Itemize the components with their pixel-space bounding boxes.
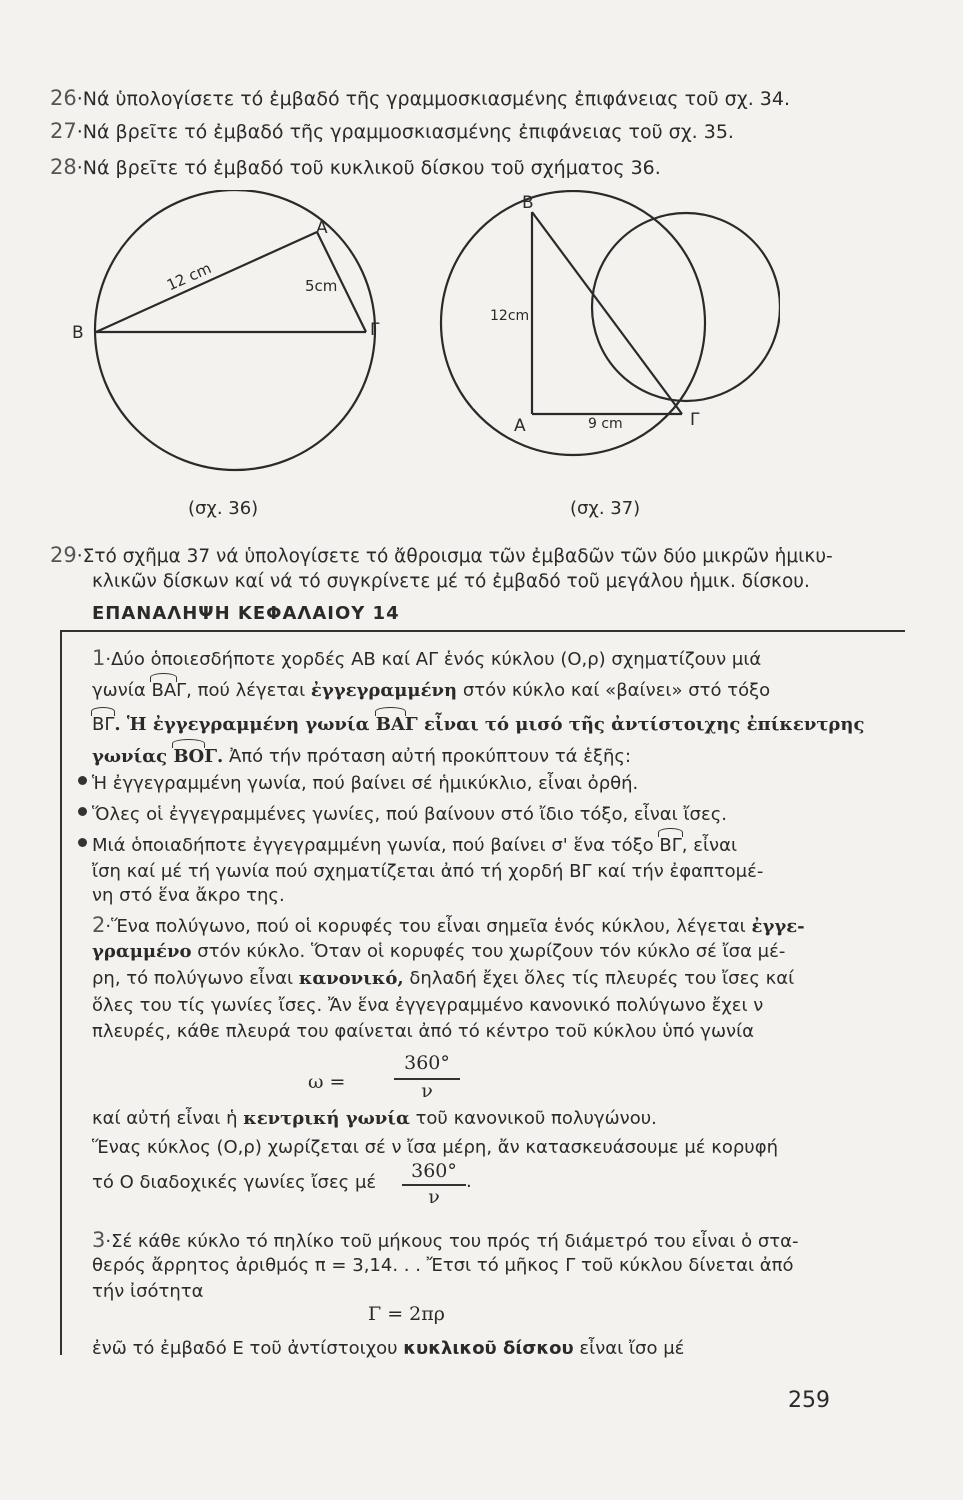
arc-bg: ΒΓ — [92, 714, 115, 735]
s2-line8: τό Ο διαδοχικές γωνίες ἴσες μέ — [92, 1172, 377, 1193]
exercise-29: 29·Στό σχῆμα 37 νά ὑπολογίσετε τό ἄθροισμα τῶν ἐμβαδῶν τῶν δύο μικρῶν ἡμικυ- — [50, 543, 833, 567]
s2-line6: καί αὐτή εἶναι ἡ κεντρική γωνία τοῦ κανονικοῦ πολυγώνου. — [92, 1108, 657, 1129]
arc-bog: ΒΟ — [173, 746, 205, 767]
fig36-caption: (σχ. 36) — [188, 498, 259, 519]
fig36-label-b: B — [72, 323, 84, 343]
formula-omega: ω = — [308, 1071, 346, 1093]
s2-line7: Ἕνας κύκλος (Ο,ρ) χωρίζεται σέ ν ἴσα μέρη, ἄν κατασκευάσουμε μέ κορυφή — [92, 1137, 779, 1158]
term-inscribed-polygon: γραμμένο — [92, 941, 192, 962]
s1-bullet-3-line3: νη στό ἕνα ἄκρο της. — [92, 885, 285, 906]
s1-bullet-1: Ἡ ἐγγεγραμμένη γωνία, πού βαίνει σέ ἡμικύκλιο, εἶναι ὀρθή. — [92, 773, 639, 794]
term-circular-disc: κυκλικοῦ δίσκου — [403, 1338, 574, 1359]
term-central-angle: κεντρική γωνία — [243, 1108, 410, 1129]
exercise-29-line1: Στό σχῆμα 37 νά ὑπολογίσετε τό ἄθροισμα τῶν ἐμβαδῶν τῶν δύο μικρῶν ἡμικυ- — [82, 546, 833, 567]
bullet-icon — [78, 776, 87, 785]
exercise-29-line2: κλικῶν δίσκων καί νά τό συγκρίνετε μέ τό ἐμβαδό τοῦ μεγάλου ἡμικ. δίσκου. — [92, 571, 810, 592]
formula-circumference: Γ = 2πρ — [368, 1303, 445, 1325]
fig37-label-g: Γ — [690, 410, 700, 430]
fig36-label-ag: 5cm — [305, 277, 338, 295]
arc-bag-bold: ΒΑ — [375, 714, 405, 735]
s2-line5: πλευρές, κάθε πλευρά του φαίνεται ἀπό τό κέντρο τοῦ κύκλου ὑπό γωνία — [92, 1021, 755, 1042]
formula-numerator-2: 360° — [411, 1160, 457, 1182]
fig37-label-a: A — [514, 416, 526, 436]
s1-line2: γωνία ΒΑΓ, πού λέγεται ἐγγεγραμμένη στόν κύκλο καί «βαίνει» στό τόξο — [92, 680, 771, 701]
chord-ab — [96, 232, 317, 332]
s1-line1: Δύο ὁποιεσδήποτε χορδές ΑΒ καί ΑΓ ἑνός κύκλου (Ο,ρ) σχηματίζουν μιά — [111, 649, 762, 670]
s1-bullet-2: Ὅλες οἱ ἐγγεγραμμένες γωνίες, πού βαίνουν στό ἴδιο τόξο, εἶναι ἴσες. — [92, 804, 727, 825]
formula-period: . — [466, 1171, 472, 1192]
formula-denominator: ν — [421, 1080, 433, 1102]
figure-37 — [420, 190, 780, 520]
fig36-label-a: A — [316, 218, 328, 238]
section-number: 3 — [92, 1228, 106, 1252]
arc-bag: ΒΑ — [151, 680, 177, 701]
s3-line4: ἐνῶ τό ἐμβαδό Ε τοῦ ἀντίστοιχου κυκλικοῦ δίσκου εἶναι ἴσο μέ — [92, 1338, 685, 1359]
exercise-text: Νά ὑπολογίσετε τό ἐμβαδό τῆς γραμμοσκιασμένης ἐπιφάνειας τοῦ σχ. 34. — [82, 88, 790, 110]
s3-line3: τήν ἰσότητα — [92, 1281, 204, 1302]
s2-line4: ὅλες του τίς γωνίες ἴσες. Ἄν ἕνα ἐγγεγραμμένο κανονικό πολύγωνο ἔχει ν — [92, 995, 764, 1016]
large-semicircle-37 — [441, 191, 705, 455]
fig37-label-ag: 9 cm — [588, 416, 623, 432]
fig37-caption: (σχ. 37) — [570, 498, 641, 519]
s1-bullet-3: Μιά ὁποιαδήποτε ἐγγεγραμμένη γωνία, πού βαίνει σ' ἕνα τόξο ΒΓ, εἶναι — [92, 835, 738, 856]
exercise-27: 27·Νά βρεῖτε τό ἐμβαδό τῆς γραμμοσκιασμένης ἐπιφάνειας τοῦ σχ. 35. — [50, 119, 734, 143]
term-regular: κανονικό, — [298, 968, 404, 989]
circle-37-right — [592, 213, 780, 401]
s1-line3: ΒΓ. Ἡ ἐγγεγραμμένη γωνία ΒΑΓ εἶναι τό μισό τῆς ἀντίστοιχης ἐπίκεντρης — [92, 714, 865, 735]
review-section-1: 1·Δύο ὁποιεσδήποτε χορδές ΑΒ καί ΑΓ ἑνός κύκλου (Ο,ρ) σχηματίζουν μιά — [92, 646, 762, 670]
fig37-label-b: B — [522, 193, 534, 213]
circle-36 — [95, 190, 375, 470]
s1-line4: γωνίας ΒΟΓ. Ἀπό τήν πρόταση αὐτή προκύπτουν τά ἑξῆς: — [92, 746, 632, 767]
box-top-border — [60, 630, 905, 632]
review-section-3: 3·Σέ κάθε κύκλο τό πηλίκο τοῦ μήκους του πρός τή διάμετρό του εἶναι ὁ στα- — [92, 1228, 799, 1252]
review-heading: ΕΠΑΝΑΛΗΨΗ ΚΕΦΑΛΑΙΟΥ 14 — [92, 603, 400, 624]
exercise-26: 26·Νά ὑπολογίσετε τό ἐμβαδό τῆς γραμμοσκιασμένης ἐπιφάνειας τοῦ σχ. 34. — [50, 86, 790, 110]
s2-line3: ρη, τό πολύγωνο εἶναι κανονικό, δηλαδή ἔχει ὅλες τίς πλευρές του ἴσες καί — [92, 968, 795, 989]
section-number: 2 — [92, 913, 106, 937]
bullet-icon — [78, 807, 87, 816]
exercise-number: 27 — [50, 119, 77, 143]
review-section-2: 2·Ἕνα πολύγωνο, πού οἱ κορυφές του εἶναι σημεῖα ἑνός κύκλου, λέγεται ἐγγε- — [92, 913, 805, 937]
figure-36 — [60, 190, 400, 500]
segment-bg — [532, 212, 682, 414]
fig36-label-ab: 12 cm — [164, 258, 215, 295]
exercise-28: 28·Νά βρεῖτε τό ἐμβαδό τοῦ κυκλικοῦ δίσκου τοῦ σχήματος 36. — [50, 155, 661, 179]
exercise-number: 28 — [50, 155, 77, 179]
formula-denominator-2: ν — [428, 1186, 440, 1208]
s2-line2: γραμμένο στόν κύκλο. Ὅταν οἱ κορυφές του χωρίζουν τόν κύκλο σέ ἴσα μέ- — [92, 941, 786, 962]
exercise-number: 26 — [50, 86, 77, 110]
exercise-text: Νά βρεῖτε τό ἐμβαδό τῆς γραμμοσκιασμένης ἐπιφάνειας τοῦ σχ. 35. — [82, 121, 734, 143]
formula-numerator: 360° — [404, 1052, 450, 1074]
fig37-label-ab: 12cm — [490, 308, 530, 324]
exercise-number: 29 — [50, 543, 77, 567]
s3-line2: θερός ἄρρητος ἀριθμός π = 3,14. . . Ἔτσι τό μῆκος Γ τοῦ κύκλου δίνεται ἀπό — [92, 1255, 794, 1276]
s1-bullet-3-line2: ἴση καί μέ τή γωνία πού σχηματίζεται ἀπό τή χορδή ΒΓ καί τήν ἐφαπτομέ- — [92, 861, 764, 882]
exercise-text: Νά βρεῖτε τό ἐμβαδό τοῦ κυκλικοῦ δίσκου τοῦ σχήματος 36. — [82, 157, 661, 179]
term-inscribed: ἐγγεγραμμένη — [310, 680, 458, 701]
box-left-border — [60, 630, 62, 1355]
section-number: 1 — [92, 646, 106, 670]
arc-bg-2: ΒΓ — [659, 835, 682, 856]
page-number: 259 — [788, 1388, 830, 1413]
fig36-label-g: Γ — [370, 320, 380, 340]
bullet-icon — [78, 838, 87, 847]
